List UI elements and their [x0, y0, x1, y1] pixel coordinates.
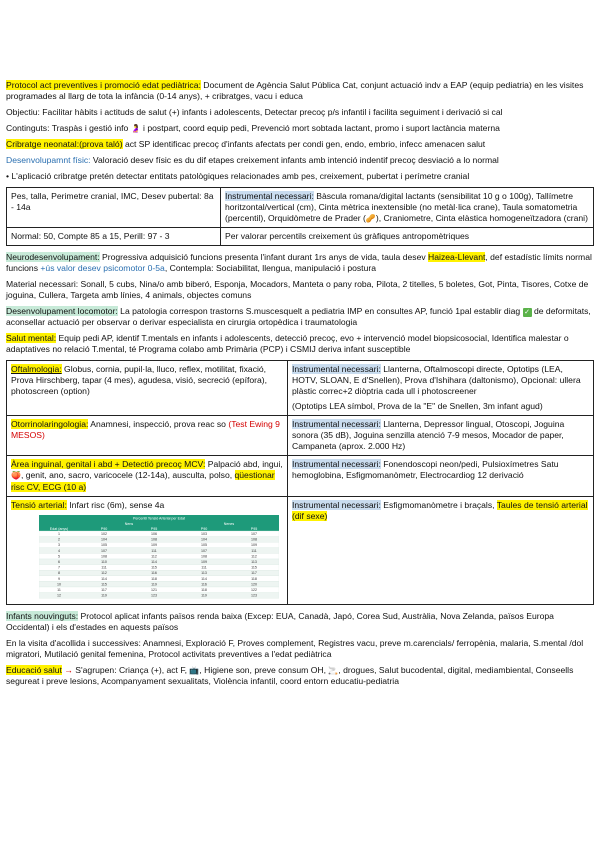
- screening-note: • L'aplicació cribratge pretén detectar entitats patològiques relacionades amb pes, creixement, pubertat i perímetre cranial: [6, 171, 470, 182]
- bp-table-row: [39, 542, 279, 548]
- bp-table-col-head: P90: [100, 526, 108, 531]
- newcomers-label: Infants nouvinguts:: [6, 610, 79, 621]
- bp-table-cell: 114: [201, 576, 207, 581]
- bp-table-cell: 117: [251, 570, 257, 575]
- bp-table-cell: 107: [201, 548, 207, 553]
- bp-table-cell: 8: [58, 570, 60, 575]
- bp-table-cell: 104: [201, 537, 207, 542]
- bp-table-cell: 107: [251, 531, 257, 536]
- neurodev-text-b: , def estadístic límits normal funcions: [6, 252, 592, 274]
- bp-table-cell: 5: [58, 554, 60, 559]
- table-cell: [7, 416, 288, 456]
- physical-dev-text: Valoració desev físic es du dif etapes creixement infants amb intenció indentif precoç desviació a lo normal: [90, 155, 499, 166]
- cigarette-icon: 🚬: [328, 665, 339, 675]
- bp-table-row: [39, 536, 279, 542]
- bp-table-cell: 103: [201, 531, 207, 536]
- tv-icon: 📺: [189, 665, 200, 675]
- bp-table-cell: 111: [151, 548, 157, 553]
- orl-red-text: (Test Ewing 9 MESOS): [11, 419, 280, 441]
- table-row: [7, 228, 594, 246]
- bp-table-row: [39, 592, 279, 598]
- orl-inst-label: Instrumental necessari:: [292, 419, 381, 430]
- inguinal-inst-label: Instrumental necessari:: [292, 459, 381, 470]
- bp-table-cell: 12: [57, 593, 61, 598]
- bp-table-col-head: P90: [200, 526, 208, 531]
- bp-table-row: [39, 576, 279, 582]
- neonatal-label-b: (prova taló): [79, 139, 123, 150]
- bp-table-cell: 106: [151, 531, 157, 536]
- table-row: [7, 188, 594, 228]
- physical-development-paragraph: [6, 155, 594, 166]
- bp-table-cell: 108: [251, 537, 257, 542]
- haizea-label: Haizea-Llevant: [428, 252, 486, 263]
- bp-percentile-table-image: [39, 515, 279, 601]
- health-education-text-a: S'agrupen: Criança (+), act F,: [75, 664, 190, 675]
- bp-table-row: [39, 531, 279, 537]
- inguinal-text-b: , genit, ano, sacro, varicocele (12-14a), ausculta, polso,: [20, 470, 235, 481]
- inguinal-label-b: qüestionar risc CV, ECG (10 a): [11, 470, 275, 492]
- bp-table-cell: 1: [58, 531, 60, 536]
- pregnant-icon: 🤰: [130, 124, 141, 133]
- table-cell: [7, 496, 288, 604]
- bp-table-cell: 113: [251, 559, 257, 564]
- health-education-label: Educació salut: [6, 664, 62, 675]
- bp-table-row: [39, 587, 279, 593]
- table-cell: [7, 361, 288, 416]
- bp-table-cell: 3: [58, 542, 60, 547]
- mental-health-text: Equip pedi AP, identif T.mentals en infants i adolescents, detecció precoç, evo + intervenció model biopsicosocial, Identifica malestar o adaptatives no relació T.mental, té Programa colabo amb Primària (PCP) i CSMIJ deriva infant susceptible: [6, 333, 569, 355]
- bp-table-cell: 108: [101, 554, 107, 559]
- arrow-icon: →: [61, 664, 76, 675]
- contents-text-a: Continguts: Traspàs i gestió info: [6, 123, 131, 133]
- bp-table-cell: 123: [151, 593, 157, 598]
- neonatal-text: act SP identificac precoç d'infants afectats per condi gen, endo, embrio, infecc amenacen salut: [122, 139, 486, 150]
- instrumental-text: Bàscula romana/digital lactants (sensibilitat 10 g o 100g), Tallímetre horitzontal/vertical (cm), Cinta mètrica inextensible (no metàl·lica crane), Taula somatometria (percentil), Orquidòmetre de Prader (: [225, 191, 578, 224]
- bp-table-cell: 108: [201, 554, 207, 559]
- bp-table-row: [39, 553, 279, 559]
- bp-table-cell: 115: [101, 582, 107, 587]
- bp-table-cell: 119: [151, 582, 157, 587]
- bp-table-title: Percentil Tensió Arterial per Edat: [132, 516, 186, 521]
- bp-table-cell: 119: [201, 593, 207, 598]
- bp-table-cell: 116: [201, 582, 207, 587]
- peanut-icon: 🥜: [365, 214, 376, 224]
- ophthalmology-inst-text: Llanterna, Oftalmoscopi directe, Optotips (LEA, HOTV, SLOAN, E d'Snellen), Prova d'Ishihara (daltonismo), Opcional: ullera plàstic correc+2 diòptria cada ull i photoscreener: [292, 364, 581, 397]
- bp-table-cell: 111: [101, 565, 107, 570]
- locomotor-text-a: La patologia correspon trastorns S.muscesquelt a pediatria IMP en consultes AP, funció 1pal establir diag: [117, 306, 523, 317]
- bp-table-cell: 105: [201, 542, 207, 547]
- inguinal-inst-text: Fonendoscopi neon/pedi, Pulsioxímetres Satu hemoglobina, Esfigmomanòmetr, Electrocardiog 12 derivació: [292, 459, 559, 481]
- table-row: [7, 456, 594, 496]
- table-cell: [288, 416, 594, 456]
- bp-table-cell: 111: [251, 548, 257, 553]
- orl-inst-text: Llanterna, Depressor lingual, Otoscopi, Joguina sonora (35 dB), Joguina senzilla atenció 7-9 mesos, Mocador de paper, Campaneta (aprox. 2.000 Hz): [292, 419, 565, 452]
- welcome-visit-paragraph: En la visita d'acollida i successives: Anamnesi, Exploració F, Proves complement, Registres vacu, preve m.carencials/ ferropènia, malaria, S.mental /dol migratori, Mutilació genital femenina, Protocol activitats preventives a l'edat pediàtrica: [6, 637, 584, 659]
- bp-table-col-head: P95: [250, 526, 258, 531]
- exams-table: [6, 360, 594, 604]
- locomotor-text-b: de deformitats, aconsellar actuació per observar o derivar especialista en cirurgia ortopèdica i traumatologia: [6, 306, 591, 328]
- bp-table-cell: 11: [57, 587, 61, 592]
- inguinal-text-a: Palpació abd, ingui,: [205, 459, 283, 470]
- bp-table-cell: 104: [101, 537, 107, 542]
- bp-table-cell: 112: [101, 570, 107, 575]
- bp-table-cell: 110: [101, 559, 107, 564]
- bp-table-cell: 9: [58, 576, 60, 581]
- bp-table-cell: 109: [151, 542, 157, 547]
- bp-table-cell: 108: [151, 537, 157, 542]
- ophthalmology-text: Globus, cornia, pupil·la, lluco, reflex, motilitat, fixació, Prova Hirschberg, tapar (4 mes), agudesa, visió, secreció (epífora), photoscreen (option): [11, 364, 268, 397]
- locomotor-label: Desenvolupament locomotor:: [6, 306, 118, 317]
- protocol-text: Document de Agència Salut Pública Cat, conjunt actuació indv a EAP (equip pediatria) en les visites programades al llarg de tota la infància (0-14 anys), + cribratges, vacu i educa: [6, 80, 584, 101]
- mental-health-label: Salut mental:: [6, 333, 57, 344]
- instrumental-text-b: ), Craniometre, Cinta elàstica homogeneïtzadora (crani): [375, 213, 588, 224]
- bp-table-cell: 118: [201, 587, 207, 592]
- bp-table-col-head: Edat (anys): [49, 526, 69, 531]
- bp-table-cell: 102: [101, 531, 107, 536]
- instrumental-label: Instrumental necessari:: [225, 191, 314, 202]
- bp-table-cell: 6: [58, 559, 60, 564]
- table-row: [7, 416, 594, 456]
- table-cell: [288, 496, 594, 604]
- bp-table-col-head: P95: [150, 526, 158, 531]
- table-cell: [221, 188, 594, 228]
- bp-table-row: [39, 564, 279, 570]
- neonatal-screening-paragraph: [6, 139, 594, 150]
- neonatal-label: Cribratge neonatal:: [6, 139, 80, 150]
- bp-table-header-bar: [39, 526, 279, 531]
- bp-table-cell: 119: [101, 593, 107, 598]
- bp-table-cell: 118: [251, 576, 257, 581]
- ophthalmology-note: (Optotips LEA símbol, Prova de la "E" de Snellen, 3m infant agud): [292, 401, 543, 412]
- bp-table-cell: 4: [58, 548, 60, 553]
- bp-table-cell: 114: [151, 559, 157, 564]
- health-education-text-b: , Higiene son, preve consum OH,: [199, 664, 329, 675]
- objective-paragraph: Objectiu: Facilitar hàbits i actituds de salut (+) infants i adolescents, Detectar precoç p/s infantil i facilita seguiment i derivació si cal: [6, 107, 503, 117]
- table-cell: [288, 361, 594, 416]
- check-icon: ✓: [524, 308, 531, 316]
- contents-text-b: i postpart, coord equip pedi, Prevenció mort sobtada lactant, promo i suport lactància materna: [140, 123, 500, 133]
- contents-paragraph: [6, 123, 594, 134]
- neurodev-label: Neurodesenvolupament:: [6, 252, 100, 263]
- bp-table-cell: 111: [201, 565, 207, 570]
- table-cell: Per valorar percentils creixement ús gràfiques antropomètriques: [221, 228, 594, 246]
- table-row: [7, 496, 594, 604]
- bp-inst-label-b: Taules de tensió arterial (dif sexe): [292, 499, 588, 521]
- bp-table-cell: 117: [101, 587, 107, 592]
- bp-table-group-label: Nens: [124, 521, 134, 526]
- mental-health-paragraph: [6, 333, 594, 355]
- bp-table-cell: 115: [251, 565, 257, 570]
- material-paragraph: Material necessari: Sonall, 5 cubs, Nina/o amb biberó, Esponja, Mocadors, Manteta o pany roba, Pilota, 2 titelles, 5 boletes, Got, Pinta, Tisores, Cotxe de joguina, Cullera, Targeta amb línies, 4 animals, objectes comuns: [6, 279, 589, 301]
- bp-table-cell: 116: [151, 570, 157, 575]
- neurodev-text-a: Progressiva adquisició funcions presenta l'infant durant 1rs anys de vida, taula desev: [99, 252, 429, 263]
- bp-table-cell: 109: [201, 559, 207, 564]
- somatometry-table: [6, 187, 594, 246]
- bp-table-cell: 10: [57, 582, 61, 587]
- bp-text: Infart risc (6m), sense 4a: [66, 499, 165, 510]
- ophthalmology-inst-label: Instrumental necessari:: [292, 364, 381, 375]
- protocol-label: Protocol act preventives i promoció edat pediàtrica:: [6, 80, 201, 90]
- bp-label: Tensió arterial:: [11, 499, 67, 510]
- orl-text: Anamnesi, inspecció, prova reac so: [88, 419, 229, 430]
- bp-table-cell: 123: [251, 593, 257, 598]
- bp-table-cell: 113: [201, 570, 207, 575]
- inguinal-label: Àrea inguinal, genital i abd + Detectió precoç MCV:: [11, 459, 206, 470]
- bp-table-cell: 114: [101, 576, 107, 581]
- physical-dev-label: Desenvolupamnt físic:: [6, 155, 91, 166]
- bp-table-row: [39, 548, 279, 554]
- bp-table-cell: 118: [151, 576, 157, 581]
- bp-table-row: [39, 581, 279, 587]
- health-education-text-c: , drogues, Salut bucodental, digital, mediambiental, Conseells segureat i preve lesions, Acompanyament sexualitats, Violència infantil, coord entorn educatiu-pediatria: [6, 664, 574, 686]
- bp-table-group-bar: [39, 521, 279, 526]
- bp-table-cell: 122: [251, 587, 257, 592]
- table-cell: Pes, talla, Perimetre cranial, IMC, Desev pubertal: 8a - 14a: [7, 188, 221, 228]
- bp-table-cell: 121: [151, 587, 157, 592]
- bp-table-cell: 2: [58, 537, 60, 542]
- bp-table-cell: 109: [251, 542, 257, 547]
- bp-table-cell: 112: [251, 554, 257, 559]
- protocol-paragraph: [6, 80, 594, 102]
- table-row: [7, 361, 594, 416]
- ophthalmology-label: Oftalmologia:: [11, 364, 62, 375]
- bp-inst-label: Instrumental necessari:: [292, 499, 381, 510]
- neurodev-blue-text: +ús valor desev psicomotor 0-5a: [40, 263, 165, 274]
- bp-table-cell: 115: [151, 565, 157, 570]
- bp-table-cell: 112: [151, 554, 157, 559]
- bp-table-group-label: Nenes: [223, 521, 235, 526]
- document-page: [6, 80, 594, 692]
- neurodev-text-c: , Contempla: Sociabilitat, llengua, manipulació i postura: [164, 263, 376, 274]
- table-cell: Normal: 50, Compte 85 a 15, Perill: 97 - 3: [7, 228, 221, 246]
- health-education-paragraph: [6, 665, 594, 687]
- bp-table-cell: 7: [58, 565, 60, 570]
- table-cell: [288, 456, 594, 496]
- bp-table-row: [39, 559, 279, 565]
- locomotor-paragraph: [6, 306, 594, 328]
- bp-table-cell: 105: [101, 542, 107, 547]
- newcomers-text: Protocol aplicat infants països renda baixa (Excep: EUA, Canadà, Japó, Corea Sud, Austràlia, Nova Zelanda, països Europa Occidental) i els d'estades en aquests països: [6, 610, 554, 632]
- newcomers-paragraph: [6, 611, 594, 633]
- neurodevelopment-paragraph: [6, 252, 594, 274]
- table-cell: [7, 456, 288, 496]
- bp-table-row: [39, 570, 279, 576]
- bp-inst-text: Esfigmomanòmetre i braçals,: [380, 499, 497, 510]
- peach-icon: 🍑: [11, 471, 21, 481]
- orl-label: Otorrinolaringologia:: [11, 419, 89, 430]
- bp-table-cell: 120: [251, 582, 257, 587]
- bp-table-cell: 107: [101, 548, 107, 553]
